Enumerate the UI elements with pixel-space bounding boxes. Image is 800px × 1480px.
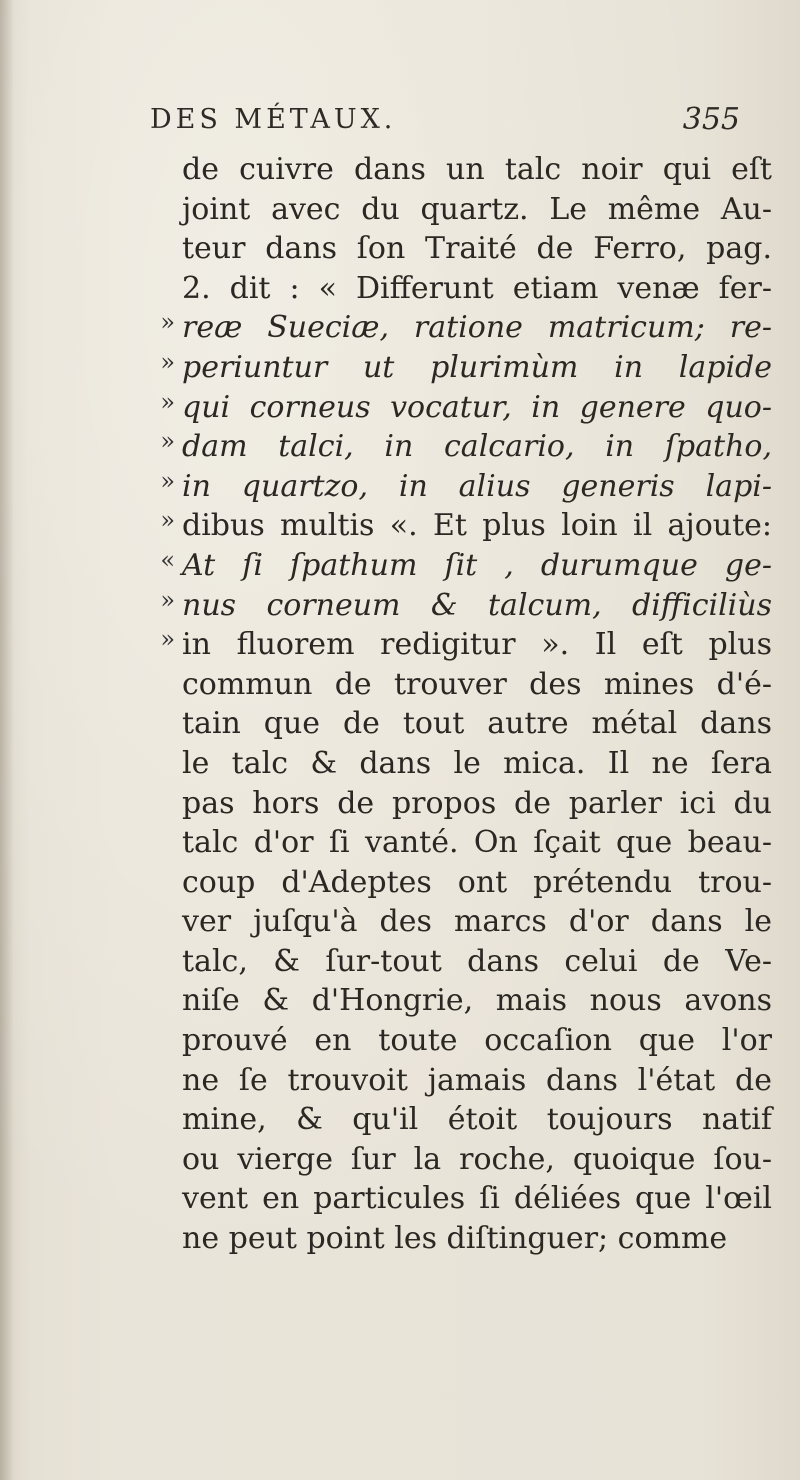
text-line [182,1179,772,1219]
text-line [182,1100,772,1140]
text-line [182,229,772,269]
line-text: mine, & qu'il étoit toujours natif [182,1102,772,1138]
line-text: ne peut point les diſtinguer; comme [182,1221,728,1257]
quote-mark: » [160,466,175,495]
quote-mark: » [160,308,175,337]
text-line [160,347,772,388]
text-line [182,784,772,824]
line-text: prouvé en toute occaſion que l'or [182,1023,772,1059]
text-line [182,981,772,1021]
line-text: niſe & d'Hongrie, mais nous avons [182,983,772,1019]
quote-mark: » [160,347,175,376]
line-text: joint avec du quartz. Le même Au- [182,191,772,227]
quote-mark: » [160,585,175,614]
line-text: nus corneum & talcum, difficiliùs [182,587,772,623]
text-line [182,863,772,903]
text-line [182,823,772,863]
text-line [182,190,772,230]
text-line [182,269,772,309]
line-text: dibus multis «. Et plus loin il ajoute: [182,508,772,544]
quote-mark: « [160,545,175,574]
line-text: talc, & ſur-tout dans celui de Ve- [182,943,772,979]
line-text: ver juſqu'à des marcs d'or dans le [182,904,772,940]
quote-mark: » [160,387,175,416]
line-text: de cuivre dans un talc noir qui eſt [182,152,772,187]
text-line [182,942,772,982]
line-text: tain que de tout autre métal dans [182,706,772,742]
line-text: reæ Sueciæ, ratione matricum; re- [182,310,772,346]
text-line [160,506,772,546]
line-text: At ſi ſpathum ſit , durumque ge- [182,547,772,583]
line-text: in fluorem redigitur ». Il eſt plus [182,627,772,663]
spine-shadow [0,0,14,1480]
line-text: coup d'Adeptes ont prétendu trou- [182,864,772,900]
text-line [182,704,772,744]
line-text: pas hors de propos de parler ici du [182,785,772,821]
text-line [160,625,772,665]
text-line [160,585,772,626]
line-text: in quartzo, in alius generis lapi- [182,468,772,504]
text-line [182,902,772,942]
text-line [182,150,772,190]
line-text: vent en particules ſi déliées que l'œil [182,1181,772,1217]
text-line [182,1021,772,1061]
text-line [160,427,772,467]
line-text: qui corneus vocatur, in genere quo- [182,389,772,425]
page-number: 355 [682,102,740,137]
quote-mark: » [160,506,175,535]
text-line [160,545,772,586]
quote-mark: » [160,427,175,456]
text-line [182,1061,772,1101]
line-text: dam talci, in calcario, in ſpatho, [182,429,772,465]
body-text [160,150,772,1259]
line-text: le talc & dans le mica. Il ne ſera [182,745,772,781]
text-line [182,744,772,784]
text-line [160,466,772,507]
text-line [160,308,772,348]
line-text: commun de trouver des mines d'é- [182,666,772,702]
line-text: periuntur ut plurimùm in lapide [182,349,772,385]
running-head: DES MÉTAUX. [150,104,397,135]
line-text: 2. dit : « Differunt etiam venæ fer- [182,270,772,306]
text-line [182,1140,772,1180]
text-line [160,387,772,428]
quote-mark: » [160,625,175,654]
line-text: ou vierge ſur la roche, quoique ſou- [182,1141,772,1177]
text-line [182,1219,772,1259]
text-line [182,665,772,705]
line-text: talc d'or ſi vanté. On ſçait que beau- [182,825,772,861]
line-text: teur dans ſon Traité de Ferro, pag. [182,231,772,267]
line-text: ne ſe trouvoit jamais dans l'état de [182,1062,772,1098]
